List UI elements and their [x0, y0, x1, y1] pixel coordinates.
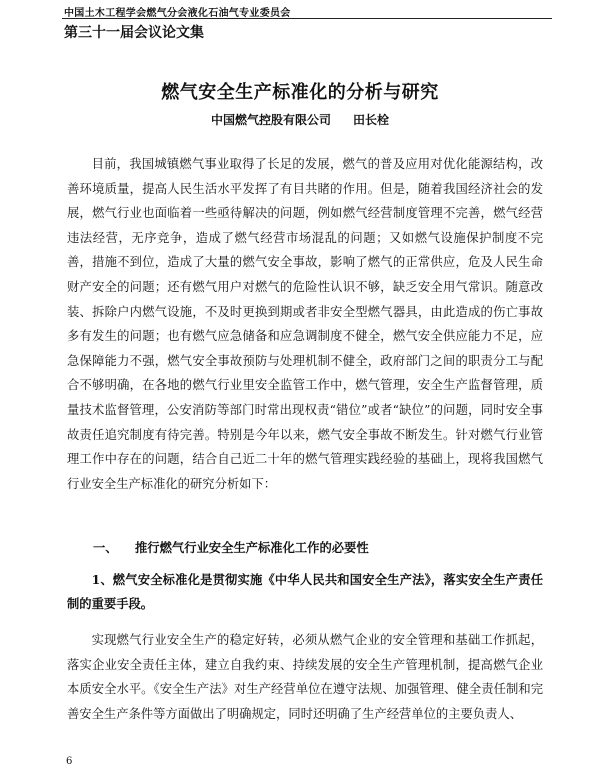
- article-title: 燃气安全生产标准化的分析与研究: [161, 82, 439, 103]
- page-number: 6: [66, 756, 73, 767]
- subsection-heading: 1、燃气安全标准化是贯彻实施《中华人民共和国安全生产法》，落实安全生产责任制的重要手段。: [67, 572, 543, 611]
- author-affiliation: 中国燃气控股有限公司: [210, 113, 331, 127]
- body-paragraph: 实现燃气行业安全生产的稳定好转，必须从燃气企业的安全管理和基础工作抓起，落实企业安全责任主体，建立自我约束、持续发展的安全生产管理机制，提高燃气企业本质安全水平。《安全生产法》对生产经营单位在遵守法规、加强管理、健全责任制和完善安全生产条件等方面做出了明确规定，同时还明确了生产经营单位的主要负责人、: [67, 633, 543, 721]
- author-name: 田长栓: [353, 113, 390, 127]
- header-divider: [62, 18, 552, 19]
- section-title: 推行燃气行业安全生产标准化工作的必要性: [135, 540, 369, 555]
- running-header-organization: 中国土木工程学会燃气分会液化石油气专业委员会: [64, 8, 291, 19]
- section-number: 一、: [93, 540, 118, 555]
- intro-paragraph: 目前，我国城镇燃气事业取得了长足的发展，燃气的普及应用对优化能源结构，改善环境质量，提高人民生活水平发挥了有目共睹的作用。但是，随着我国经济社会的发展，燃气行业也面临着一些亟待解决的问题，例如燃气经营制度管理不完善，燃气经营违法经营，无序竞争，造成了燃气经营市场混乱的问题；又如燃气设施保护制度不完善，措施不到位，造成了大量的燃气安全事故，影响了燃气的正常供应，危及人民生命财产安全的问题；还有燃气用户对燃气的危险性认识不够，缺乏安全用气常识。随意改装、拆除户内燃气设施，不及时更换到期或者非安全型燃气器具，由此造成的伤亡事故多有发生的问题；也有燃气应急储备和应急调制度不健全，燃气安全供应能力不足，应急保障能力不强，燃气安全事故预防与处理机制不健全，政府部门之间的职责分工与配合不够明确，在各地的燃气行业里安全监管工作中，燃气管理，安全生产监督管理，质量技术监督管理，公安消防等部门时常出现权责“错位”或者“缺位”的问题，同时安全事故责任追究制度有待完善。特别是今年以来，燃气安全事故不断发生。针对燃气行业管理工作中存在的问题，结合自己近二十年的燃气管理实践经验的基础上，现将我国燃气行业安全生产标准化的研究分析如下：: [67, 157, 543, 491]
- running-header-series: 第三十一届会议论文集: [64, 25, 204, 41]
- section-heading: [93, 538, 369, 556]
- byline: [0, 111, 600, 128]
